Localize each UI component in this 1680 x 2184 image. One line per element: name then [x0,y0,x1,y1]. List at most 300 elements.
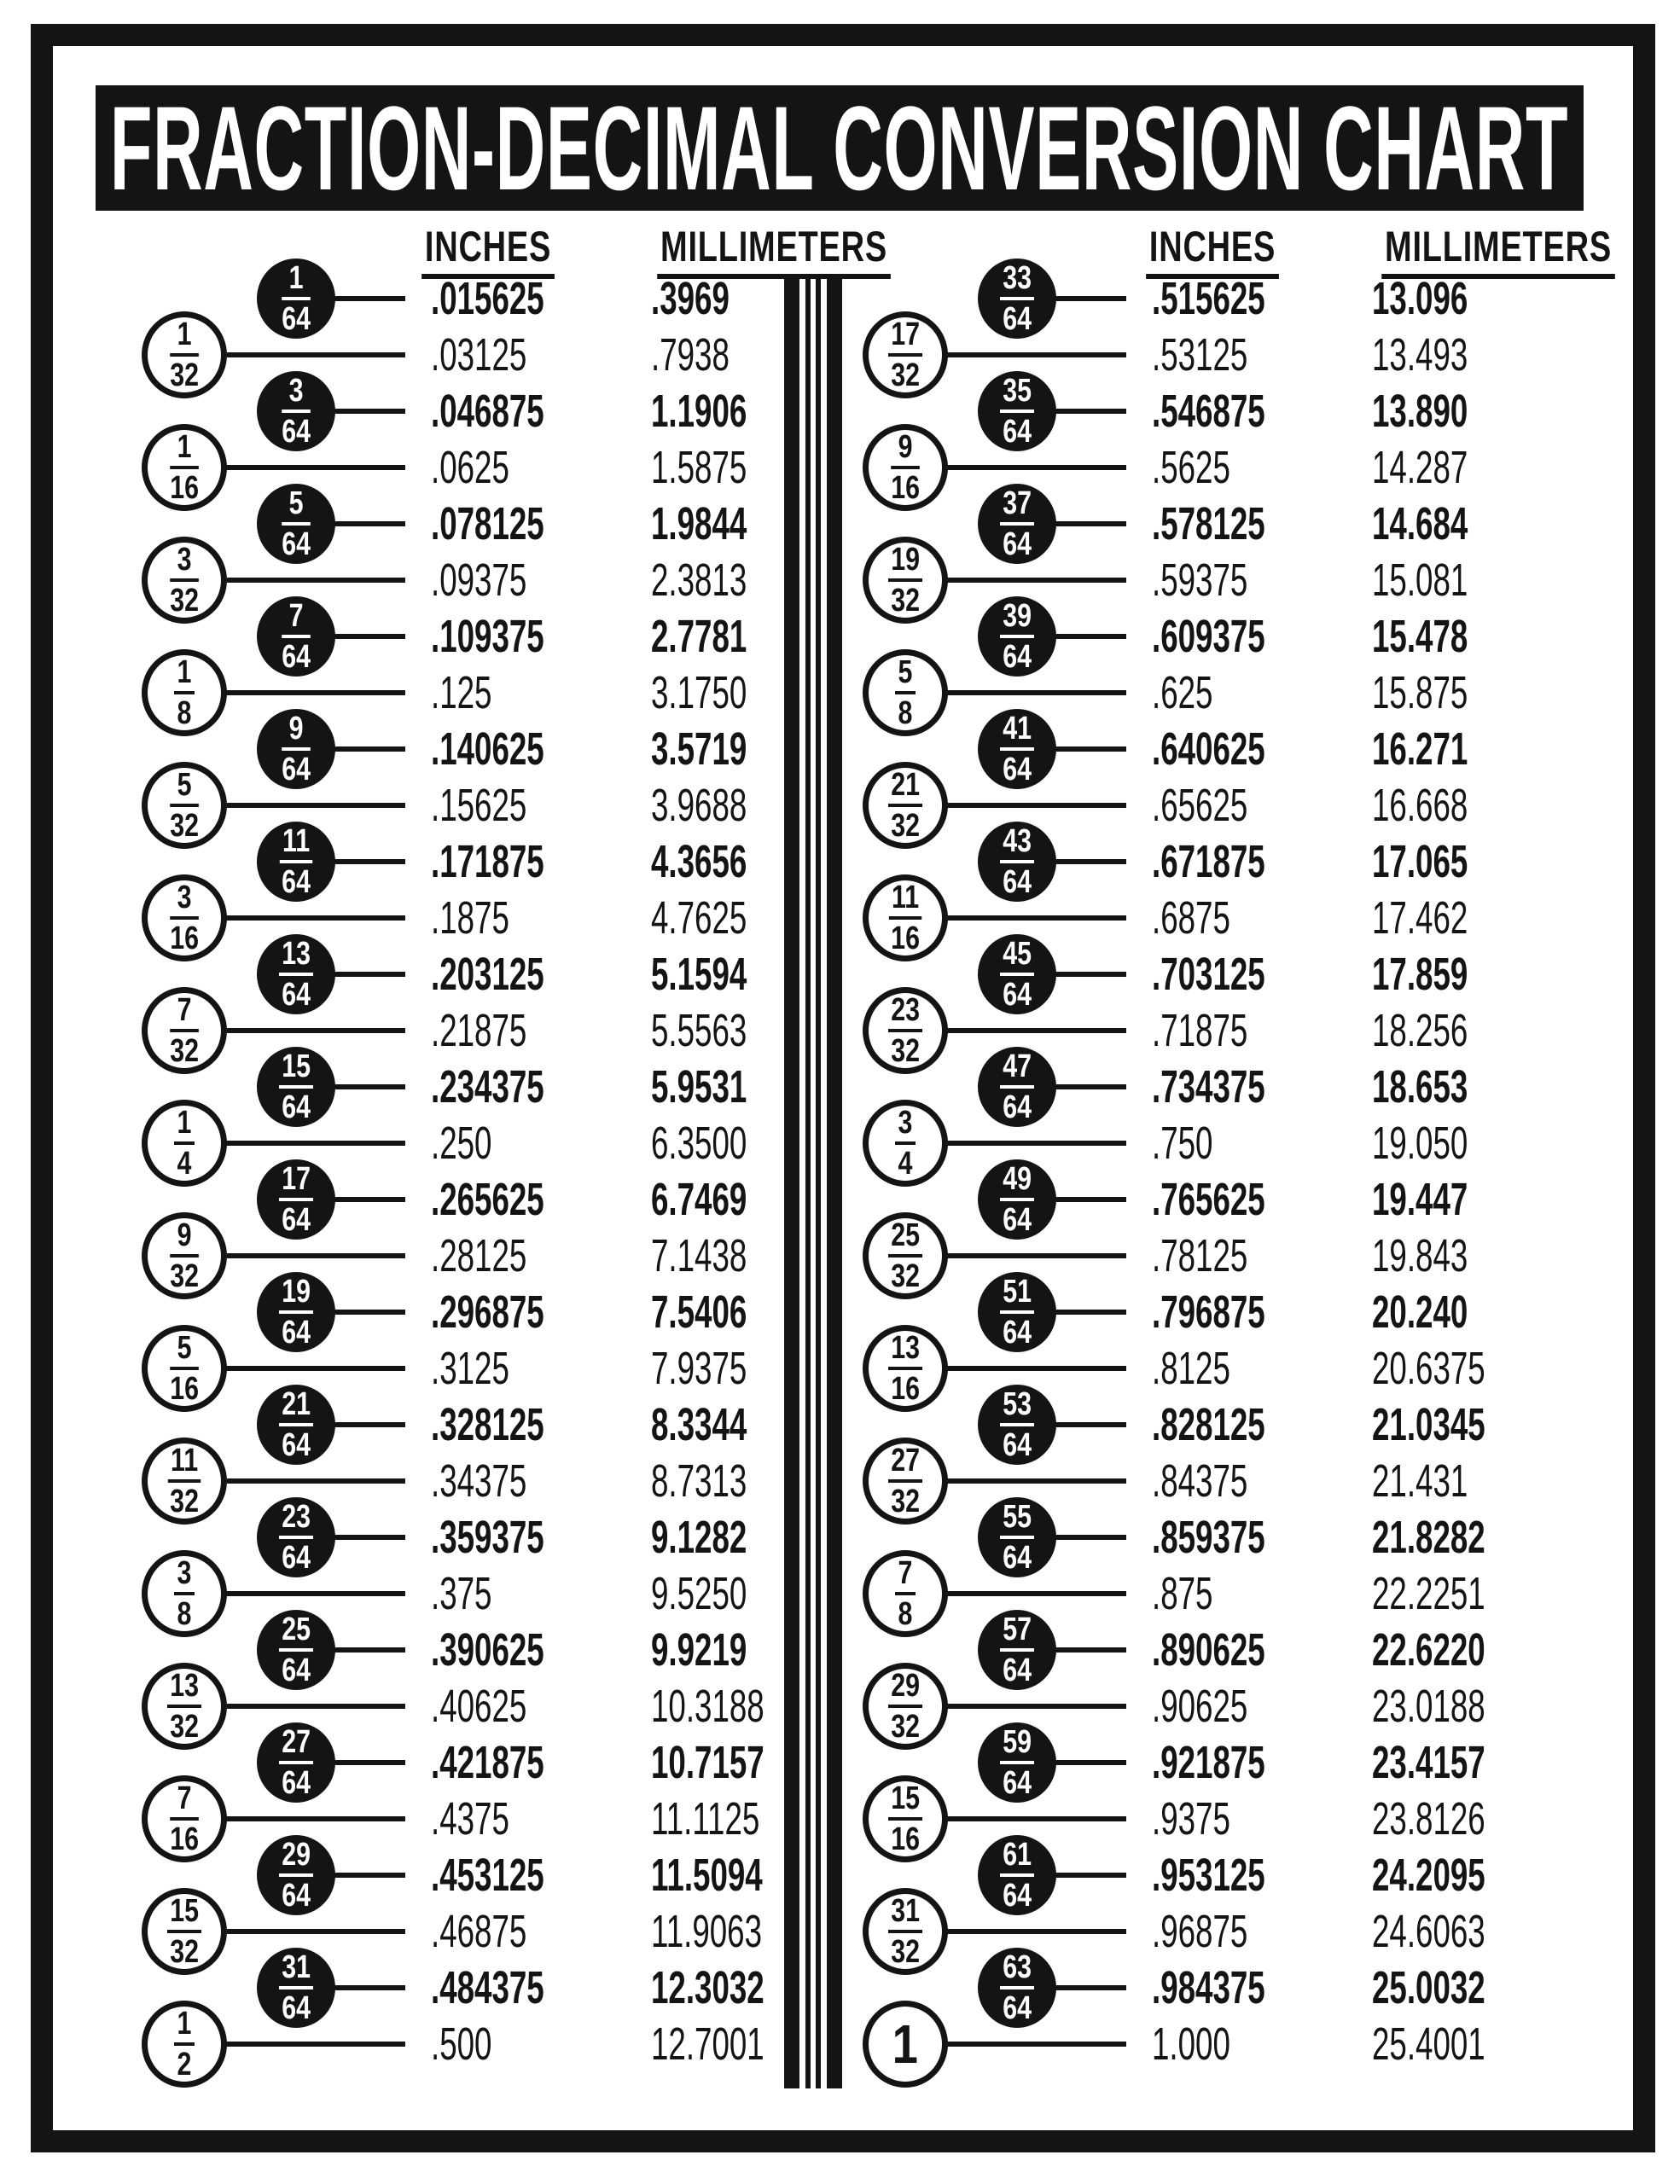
connector-line [1052,296,1126,301]
fraction-denominator: 64 [282,526,311,562]
millimeters-value: 10.7157 [651,1737,764,1788]
fraction [895,1557,916,1630]
inches-value: .9375 [1152,1793,1230,1844]
fraction [889,881,922,955]
inches-value: .796875 [1152,1287,1265,1338]
fraction-circle [863,2001,948,2088]
inches-value: .40625 [431,1681,527,1732]
fraction-numerator: 7 [282,600,311,638]
inches-value: .296875 [431,1287,544,1338]
fraction-denominator: 32 [170,808,199,844]
connector-line [1052,1985,1126,1990]
fraction-numerator: 1 [282,262,311,300]
fraction-denominator: 32 [891,1033,920,1069]
fraction-denominator: 64 [282,1315,311,1350]
fraction [1000,1951,1034,2024]
fraction-numerator: 13 [888,1332,922,1370]
connector-line [945,1591,1126,1596]
fraction-denominator: 32 [170,1709,199,1745]
millimeters-value: 1.1906 [651,386,747,437]
millimeters-value: 20.240 [1372,1287,1468,1338]
millimeters-value: 25.0032 [1372,1962,1485,2013]
inches-value: .234375 [431,1061,544,1112]
connector-line [945,1028,1126,1033]
millimeters-value: 22.2251 [1372,1568,1485,1619]
fraction [888,1670,922,1743]
fraction-numerator: 29 [279,1838,313,1877]
connector-line [945,465,1126,470]
fraction-numerator: 3 [174,1557,195,1595]
inches-value: .84375 [1152,1455,1248,1507]
fraction-denominator: 64 [1003,526,1032,562]
inches-value: .28125 [431,1230,527,1281]
fraction-numerator: 3 [170,881,199,920]
millimeters-value: 5.1594 [651,949,747,1000]
fraction-denominator: 16 [891,470,920,506]
fraction-denominator: 64 [1003,752,1032,787]
millimeters-value: 21.8282 [1372,1512,1485,1563]
fraction-numerator: 7 [170,1782,199,1821]
millimeters-value: 9.1282 [651,1512,747,1563]
millimeters-value: 3.9688 [651,780,747,831]
fraction-denominator: 64 [282,1878,311,1914]
millimeters-value: 17.462 [1372,892,1468,944]
fraction-numerator: 1 [170,431,199,469]
connector-line [1052,859,1126,864]
fraction-numerator: 15 [279,1050,313,1089]
fraction-numerator: 63 [1000,1951,1034,1989]
fraction-numerator: 9 [891,431,920,469]
fraction-denominator: 8 [177,1596,192,1632]
fraction-numerator: 1 [174,1107,195,1145]
millimeters-value: 11.1125 [651,1793,760,1844]
connector-line [1052,1873,1126,1878]
fraction-denominator: 64 [282,864,311,900]
inches-value: .750 [1152,1118,1213,1169]
connector-line [1052,521,1126,526]
fraction-denominator: 32 [170,1484,199,1519]
inches-value: .953125 [1152,1850,1265,1901]
millimeters-value: 7.1438 [651,1230,747,1281]
fraction [888,318,922,392]
inches-value: .859375 [1152,1512,1265,1563]
inches-value: .203125 [431,949,544,1000]
millimeters-value: 13.096 [1372,273,1468,324]
fraction-numerator: 51 [1000,1275,1034,1314]
millimeters-value: 14.684 [1372,498,1468,549]
inches-value: .515625 [1152,273,1265,324]
fraction-denominator: 64 [282,752,311,787]
inches-value: .34375 [431,1455,527,1507]
fraction-numerator: 9 [170,1219,199,1258]
connector-line [1052,634,1126,639]
millimeters-value: 5.5563 [651,1005,747,1056]
fraction-numerator: 39 [1000,600,1034,638]
fraction-denominator: 64 [1003,1089,1032,1125]
millimeters-value: 3.5719 [651,723,747,775]
millimeters-value: 15.081 [1372,555,1468,606]
fraction-denominator: 32 [170,583,199,619]
fraction-denominator: 64 [1003,977,1032,1013]
inches-value: .625 [1152,667,1213,718]
fraction-denominator: 64 [282,1540,311,1576]
fraction-denominator: 64 [282,1765,311,1801]
connector-line [1052,746,1126,752]
header-millimeters-right: MILLIMETERS [1345,224,1652,279]
fraction-denominator: 4 [177,1146,192,1182]
connector-line [945,352,1126,357]
inches-value: .6875 [1152,892,1230,944]
fraction-denominator: 32 [170,1033,199,1069]
connector-line [1052,1197,1126,1202]
millimeters-value: 8.7313 [651,1455,747,1507]
millimeters-value: 3.1750 [651,667,747,718]
fraction-denominator: 32 [891,1258,920,1294]
fraction-denominator: 64 [1003,1653,1032,1688]
fraction-numerator: 5 [895,656,916,694]
inches-value: .500 [431,2018,492,2070]
connector-line [945,1816,1126,1821]
fraction-denominator: 64 [1003,301,1032,337]
fraction-denominator: 16 [891,1371,920,1407]
fraction [1000,825,1034,898]
inches-value: .21875 [431,1005,527,1056]
millimeters-value: 13.493 [1372,329,1468,380]
inches-value: .171875 [431,836,544,887]
connector-line [1052,1647,1126,1653]
inches-value: .078125 [431,498,544,549]
inches-value: .890625 [1152,1624,1265,1676]
fraction-numerator: 23 [888,994,922,1032]
millimeters-value: 6.3500 [651,1118,747,1169]
fraction-denominator: 64 [1003,1990,1032,2026]
millimeters-value: 4.3656 [651,836,747,887]
fraction-numerator: 47 [1000,1050,1034,1089]
fraction [895,1107,916,1180]
fraction-denominator: 32 [891,1484,920,1519]
millimeters-value: 8.3344 [651,1399,747,1450]
fraction-numerator: 55 [1000,1501,1034,1539]
fraction-numerator: 25 [279,1613,313,1652]
fraction [1000,1163,1034,1236]
fraction [1000,1388,1034,1461]
fraction-denominator: 4 [898,1146,913,1182]
millimeters-value: .3969 [651,273,730,324]
inches-value: .921875 [1152,1737,1265,1788]
fraction-denominator: 16 [891,1821,920,1857]
fraction-numerator: 7 [895,1557,916,1595]
fraction-numerator: 21 [888,769,922,807]
millimeters-value: 2.3813 [651,555,747,606]
millimeters-value: 22.6220 [1372,1624,1485,1676]
inches-value: .109375 [431,611,544,662]
fraction-denominator: 64 [282,977,311,1013]
millimeters-value: 11.5094 [651,1850,763,1901]
fraction-numerator: 1 [170,318,199,357]
fraction-denominator: 8 [898,1596,913,1632]
fraction [888,1895,922,1968]
fraction-numerator: 17 [279,1163,313,1201]
fraction-denominator: 16 [170,921,199,956]
fraction-denominator: 64 [1003,1315,1032,1350]
inches-value: .71875 [1152,1005,1248,1056]
connector-line [1052,1084,1126,1089]
fraction [1000,938,1034,1011]
inches-value: .5625 [1152,442,1230,493]
fraction-numerator: 3 [170,543,199,582]
millimeters-value: 14.287 [1372,442,1468,493]
fraction-denominator: 64 [1003,1878,1032,1914]
inches-value: .765625 [1152,1174,1265,1225]
fraction-numerator: 27 [888,1444,922,1483]
millimeters-value: 16.668 [1372,780,1468,831]
fraction-numerator: 19 [279,1275,313,1314]
fraction-denominator: 32 [170,357,199,393]
millimeters-value: 1.9844 [651,498,747,549]
millimeters-value: 15.875 [1372,667,1468,718]
fraction-denominator: 16 [170,470,199,506]
millimeters-value: 18.653 [1372,1061,1468,1112]
millimeters-value: 23.8126 [1372,1793,1485,1844]
connector-line [945,1704,1126,1709]
millimeters-value: 20.6375 [1372,1343,1485,1394]
inches-value: .1875 [431,892,509,944]
millimeters-value: 12.7001 [651,2018,764,2070]
inches-value: .671875 [1152,836,1265,887]
connector-line [945,1929,1126,1934]
fraction-numerator: 27 [279,1726,313,1764]
millimeters-value: 7.9375 [651,1343,747,1394]
fraction-numerator: 5 [282,487,311,526]
fraction-numerator: 21 [279,1388,313,1426]
millimeters-value: 2.7781 [651,611,747,662]
fraction [888,543,922,617]
millimeters-value: 12.3032 [651,1962,764,2013]
inches-value: .328125 [431,1399,544,1450]
millimeters-value: .7938 [651,329,730,380]
inches-value: .828125 [1152,1399,1265,1450]
fraction [895,656,916,729]
inches-value: .09375 [431,555,527,606]
fraction-numerator: 29 [888,1670,922,1708]
fraction-denominator: 64 [282,301,311,337]
fraction-numerator: 41 [1000,712,1034,751]
millimeters-value: 15.478 [1372,611,1468,662]
inches-value: .359375 [431,1512,544,1563]
fraction-numerator: 23 [279,1501,313,1539]
fraction-denominator: 64 [1003,864,1032,900]
inches-value: .250 [431,1118,492,1169]
fraction-numerator: 35 [1000,375,1034,413]
inches-value: .0625 [431,442,509,493]
millimeters-value: 7.5406 [651,1287,747,1338]
fraction-denominator: 64 [1003,1427,1032,1463]
inches-value: .453125 [431,1850,544,1901]
fraction-denominator: 64 [1003,1765,1032,1801]
fraction-denominator: 8 [898,695,913,731]
millimeters-value: 13.890 [1372,386,1468,437]
fraction-denominator: 32 [891,583,920,619]
fraction-numerator: 17 [888,318,922,357]
inches-value: .015625 [431,273,544,324]
connector-line [1052,1760,1126,1765]
fraction-numerator: 1 [174,2007,195,2046]
millimeters-value: 23.0188 [1372,1681,1485,1732]
millimeters-value: 10.3188 [651,1681,764,1732]
inches-value: .46875 [431,1906,527,1957]
fraction [888,1332,922,1405]
header-inches-right: INCHES [1125,224,1300,279]
fraction-denominator: 64 [282,1653,311,1688]
millimeters-value: 23.4157 [1372,1737,1485,1788]
fraction-numerator: 11 [280,825,313,863]
millimeters-value: 9.5250 [651,1568,747,1619]
connector-line [1052,972,1126,977]
millimeters-value: 17.859 [1372,949,1468,1000]
millimeters-value: 6.7469 [651,1174,747,1225]
inches-value: .4375 [431,1793,509,1844]
inches-value: .96875 [1152,1906,1248,1957]
connector-line [945,1253,1126,1258]
fraction [891,431,920,504]
fraction-numerator: 37 [1000,487,1034,526]
fraction-denominator: 64 [282,1202,311,1238]
fraction [1000,712,1034,786]
inches-value: .53125 [1152,329,1248,380]
millimeters-value: 9.9219 [651,1624,747,1676]
inches-value: .125 [431,667,492,718]
connector-line [945,690,1126,695]
inches-value: .140625 [431,723,544,775]
fraction-numerator: 43 [1000,825,1034,863]
millimeters-value: 4.7625 [651,892,747,944]
fraction-numerator: 7 [170,994,199,1032]
fraction-numerator: 53 [1000,1388,1034,1426]
fraction-numerator: 19 [888,543,922,582]
inches-value: .484375 [431,1962,544,2013]
millimeters-value: 19.447 [1372,1174,1468,1225]
fraction-denominator: 32 [891,808,920,844]
fraction-denominator: 64 [282,1089,311,1125]
fraction-denominator: 32 [891,1709,920,1745]
inches-value: .65625 [1152,780,1248,831]
fraction-numerator: 13 [279,938,313,976]
inches-value: .59375 [1152,555,1248,606]
millimeters-value: 19.843 [1372,1230,1468,1281]
fraction-denominator: 64 [282,1990,311,2026]
fraction-denominator: 64 [1003,1202,1032,1238]
inches-value: .546875 [1152,386,1265,437]
fraction-numerator: 45 [1000,938,1034,976]
fraction [888,769,922,842]
connector-line [1052,1535,1126,1540]
inches-value: .90625 [1152,1681,1248,1732]
fraction-denominator: 16 [170,1821,199,1857]
inches-value: .703125 [1152,949,1265,1000]
connector-line [945,2042,1126,2047]
fraction-numerator: 31 [279,1951,313,1989]
connector-line [1052,1422,1126,1427]
fraction [888,1219,922,1292]
millimeters-value: 21.431 [1372,1455,1468,1507]
fraction-numerator: 3 [895,1107,916,1145]
connector-line [945,803,1126,808]
inches-value: .421875 [431,1737,544,1788]
fraction [1000,600,1034,673]
millimeters-value: 1.5875 [651,442,747,493]
fraction-numerator: 5 [170,1332,199,1370]
conversion-row [0,1161,1680,1238]
fraction-numerator: 5 [170,769,199,807]
fraction [1000,1726,1034,1799]
fraction-denominator: 32 [170,1934,199,1970]
inches-value: .03125 [431,329,527,380]
fraction-numerator: 33 [1000,262,1034,300]
header-inches-left: INCHES [401,224,576,279]
fraction-denominator: 64 [1003,1540,1032,1576]
connector-line [945,578,1126,583]
connector-line [1052,1310,1126,1315]
fraction [1000,262,1034,335]
fraction [1000,1275,1034,1349]
fraction-numerator: 49 [1000,1163,1034,1201]
inches-value: .875 [1152,1568,1213,1619]
connector-line [945,1478,1126,1484]
connector-line [945,1366,1126,1371]
fraction-denominator: 8 [177,695,192,731]
inches-value: .15625 [431,780,527,831]
fraction-denominator: 16 [891,921,920,956]
fraction-denominator: 64 [282,1427,311,1463]
fraction-denominator: 64 [1003,639,1032,675]
inches-value: .734375 [1152,1061,1265,1112]
inches-value: .984375 [1152,1962,1265,2013]
fraction-numerator: 59 [1000,1726,1034,1764]
fraction-numerator: 3 [282,375,311,413]
fraction [888,994,922,1067]
fraction-numerator: 57 [1000,1613,1034,1652]
fraction-denominator: 64 [282,639,311,675]
inches-value: .3125 [431,1343,509,1394]
fraction [1000,1838,1034,1912]
fraction-numerator: 9 [282,712,311,751]
millimeters-value: 24.2095 [1372,1850,1485,1901]
fraction-numerator: 25 [888,1219,922,1258]
connector-line [1052,409,1126,414]
millimeters-value: 21.0345 [1372,1399,1485,1450]
connector-line [945,1141,1126,1146]
fraction-denominator: 64 [1003,414,1032,450]
page-title: FRACTION-DECIMAL CONVERSION CHART [110,80,1569,215]
inches-value: .609375 [1152,611,1265,662]
connector-line [945,915,1126,921]
fraction-numerator: 15 [888,1782,922,1821]
fraction-denominator: 16 [170,1371,199,1407]
inches-value: .265625 [431,1174,544,1225]
inches-value: .046875 [431,386,544,437]
fraction [1000,1501,1034,1574]
conversion-row [0,1949,1680,2026]
fraction-numerator: 11 [889,881,922,920]
millimeters-value: 5.9531 [651,1061,747,1112]
fraction [1000,487,1034,561]
inches-value: .578125 [1152,498,1265,549]
fraction-denominator: 32 [891,1934,920,1970]
fraction-numerator: 15 [167,1895,201,1933]
fraction-denominator: 2 [177,2047,192,2082]
fraction-denominator: 64 [282,414,311,450]
fraction-numerator: 1 [174,656,195,694]
